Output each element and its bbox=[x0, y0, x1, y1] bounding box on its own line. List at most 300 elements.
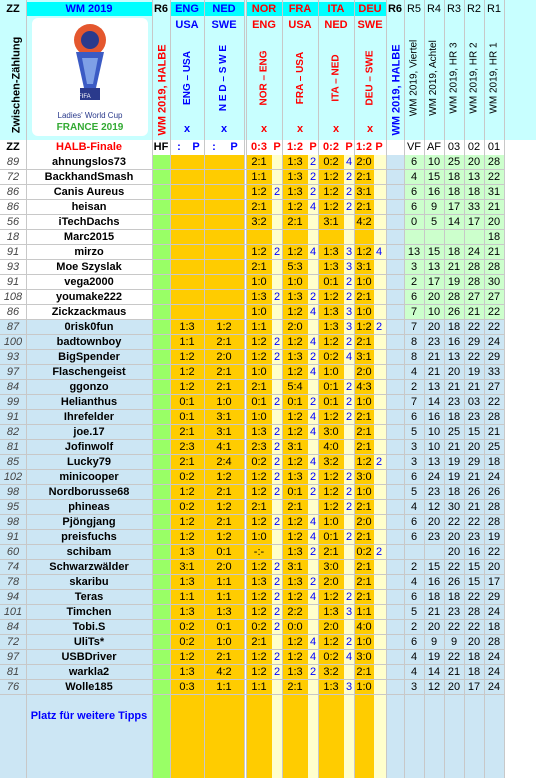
row-hf1 bbox=[170, 245, 204, 260]
row-name: 0risk0fun bbox=[64, 321, 114, 333]
row-tip-a: 2:1 bbox=[251, 201, 267, 213]
row-pts-a: 2 bbox=[273, 591, 281, 603]
match-mark: x bbox=[366, 123, 374, 135]
row-zz: 94 bbox=[6, 591, 20, 603]
row-h3: 20 bbox=[447, 531, 461, 543]
row-h1: 28 bbox=[487, 261, 501, 273]
row-h3: 20 bbox=[447, 681, 461, 693]
row-vf: 4 bbox=[410, 651, 418, 663]
row-pts-d bbox=[374, 185, 384, 200]
column-divider bbox=[244, 0, 245, 778]
row-tip-b: 0:0 bbox=[287, 621, 303, 633]
row-tip-b: 1:3 bbox=[287, 576, 303, 588]
row-h3: 21 bbox=[447, 666, 461, 678]
row-pts-c bbox=[344, 455, 354, 470]
round-vertical-label: WM 2019, HR 3 bbox=[448, 42, 460, 114]
row-h2: 20 bbox=[467, 156, 481, 168]
row-tip-d: 2:0 bbox=[356, 366, 372, 378]
row-hf1: 1:3 bbox=[179, 546, 195, 558]
row-pts-c bbox=[344, 620, 354, 635]
match-top-label: DEU bbox=[354, 2, 386, 16]
row-h1: 24 bbox=[487, 336, 501, 348]
row-af: 19 bbox=[427, 651, 441, 663]
row-hf1: 1:2 bbox=[179, 381, 195, 393]
row-tip-d: 1:0 bbox=[356, 636, 372, 648]
row-hf1 bbox=[170, 290, 204, 305]
row-pts-a: 2 bbox=[273, 666, 281, 678]
row-hf1: 2:1 bbox=[179, 456, 195, 468]
row-name: warkla2 bbox=[68, 666, 110, 678]
row-pts-b bbox=[308, 215, 318, 230]
row-pts-b: 4 bbox=[309, 426, 317, 438]
row-pts-d bbox=[374, 680, 384, 695]
subhead-c1: : bbox=[177, 141, 181, 153]
row-h1: 21 bbox=[487, 426, 501, 438]
row-pts-b bbox=[308, 500, 318, 515]
row-af: 10 bbox=[427, 306, 441, 318]
row-zz: 91 bbox=[6, 411, 20, 423]
row-h3: 18 bbox=[447, 411, 461, 423]
row-h1: 25 bbox=[487, 441, 501, 453]
row-vf: 4 bbox=[410, 576, 418, 588]
row-pts-a bbox=[272, 170, 282, 185]
row-tip-d: 2:1 bbox=[356, 201, 372, 213]
row-h3: 23 bbox=[447, 606, 461, 618]
row-tip-a: 1:2 bbox=[251, 471, 267, 483]
row-tip-c: 0:2 bbox=[323, 651, 339, 663]
row-tip-c: 1:2 bbox=[323, 336, 339, 348]
row-pts-a: 2 bbox=[273, 651, 281, 663]
row-tip-c: 4:0 bbox=[323, 441, 339, 453]
row-h1: 22 bbox=[487, 546, 501, 558]
row-tip-d: 3:1 bbox=[356, 186, 372, 198]
row-tip-d: 1:0 bbox=[356, 276, 372, 288]
match-mid-label: SWE bbox=[357, 19, 383, 31]
row-zz: 91 bbox=[6, 276, 20, 288]
row-h3: 18 bbox=[447, 486, 461, 498]
row-pts-d bbox=[374, 380, 384, 395]
row-tip-d: 1:2 bbox=[356, 321, 372, 333]
round-label: R2 bbox=[466, 3, 482, 15]
row-tip-a: 1:0 bbox=[251, 366, 267, 378]
row-pts-d bbox=[374, 290, 384, 305]
row-pts-b: 2 bbox=[309, 471, 317, 483]
row-hf2 bbox=[204, 170, 244, 185]
row-name: Zickzackmaus bbox=[51, 306, 127, 318]
row-pts-c bbox=[344, 425, 354, 440]
row-pts-c bbox=[344, 440, 354, 455]
row-tip-c: 1:2 bbox=[323, 186, 339, 198]
row-af: 5 bbox=[430, 216, 438, 228]
row-name: Timchen bbox=[66, 606, 112, 618]
row-h2: 23 bbox=[467, 531, 481, 543]
row-pts-a bbox=[272, 200, 282, 215]
row-name: youmake222 bbox=[55, 291, 123, 303]
row-tip-a: 1:2 bbox=[251, 561, 267, 573]
row-pts-b bbox=[308, 230, 318, 245]
row-pts-a bbox=[272, 260, 282, 275]
row-h2: 28 bbox=[467, 276, 481, 288]
row-h1: 18 bbox=[487, 621, 501, 633]
row-tip-a: 0:1 bbox=[251, 396, 267, 408]
row-af bbox=[424, 230, 444, 245]
row-af: 13 bbox=[427, 456, 441, 468]
row-pts-a bbox=[272, 500, 282, 515]
row-tip-b: 1:2 bbox=[287, 651, 303, 663]
row-af: 18 bbox=[427, 591, 441, 603]
row-hf2: 1:0 bbox=[216, 396, 232, 408]
row-name: preisfuchs bbox=[61, 531, 117, 543]
row-name: joe.17 bbox=[73, 426, 105, 438]
row-name: BackhandSmash bbox=[44, 171, 134, 183]
row-pts-a: 2 bbox=[273, 441, 281, 453]
row-tip-a: 1:3 bbox=[251, 576, 267, 588]
row-h2: 21 bbox=[467, 381, 481, 393]
row-hf1: 1:3 bbox=[179, 666, 195, 678]
row-h3: 19 bbox=[447, 471, 461, 483]
row-h1: 28 bbox=[487, 156, 501, 168]
row-af: 20 bbox=[427, 321, 441, 333]
round-label: R5 bbox=[406, 3, 422, 15]
row-hf1: 1:3 bbox=[179, 321, 195, 333]
row-tip-d: 2:1 bbox=[356, 561, 372, 573]
row-pts-b: 2 bbox=[309, 666, 317, 678]
row-pts-d bbox=[374, 170, 384, 185]
row-af: 9 bbox=[430, 201, 438, 213]
row-tip-a: 1:2 bbox=[251, 516, 267, 528]
row-tip-a: 1:2 bbox=[251, 606, 267, 618]
row-tip-b: 1:2 bbox=[287, 531, 303, 543]
row-tip-c: 0:1 bbox=[323, 531, 339, 543]
subhead-h3: 03 bbox=[447, 141, 461, 153]
row-zz: 91 bbox=[6, 531, 20, 543]
row-h1: 22 bbox=[487, 171, 501, 183]
row-h2: 20 bbox=[467, 636, 481, 648]
round-label: R3 bbox=[446, 3, 462, 15]
row-pts-d bbox=[374, 230, 384, 245]
row-h3: 22 bbox=[447, 621, 461, 633]
row-pts-c: 2 bbox=[345, 336, 353, 348]
row-hf2 bbox=[204, 155, 244, 170]
row-pts-d bbox=[374, 500, 384, 515]
column-divider bbox=[404, 0, 405, 778]
row-pts-d bbox=[374, 410, 384, 425]
row-hf2: 4:2 bbox=[216, 666, 232, 678]
row-hf1: 1:2 bbox=[179, 366, 195, 378]
row-h3: 25 bbox=[447, 426, 461, 438]
row-tip-d: 1:1 bbox=[356, 606, 372, 618]
row-pts-b bbox=[308, 275, 318, 290]
row-hf2: 2:1 bbox=[216, 381, 232, 393]
row-h1: 22 bbox=[487, 306, 501, 318]
row-zz: 93 bbox=[6, 261, 20, 273]
row-pts-d bbox=[374, 665, 384, 680]
row-tip-c: 1:2 bbox=[323, 636, 339, 648]
column-divider bbox=[464, 0, 465, 778]
row-name: Teras bbox=[74, 591, 104, 603]
row-pts-a: 2 bbox=[273, 456, 281, 468]
row-tip-d: 2:1 bbox=[356, 426, 372, 438]
row-pts-c: 3 bbox=[345, 246, 353, 258]
row-tip-a: 2:1 bbox=[251, 156, 267, 168]
row-tip-c: 0:2 bbox=[323, 156, 339, 168]
subhead-h1: 01 bbox=[487, 141, 501, 153]
row-af: 12 bbox=[427, 681, 441, 693]
row-pts-d bbox=[374, 530, 384, 545]
row-tip-c: 1:3 bbox=[323, 321, 339, 333]
row-zz: 102 bbox=[3, 471, 23, 483]
row-h2: 29 bbox=[467, 456, 481, 468]
row-pts-b bbox=[308, 260, 318, 275]
row-af: 21 bbox=[427, 366, 441, 378]
row-hf1: 0:2 bbox=[179, 501, 195, 513]
row-hf2 bbox=[204, 185, 244, 200]
row-hf2 bbox=[204, 245, 244, 260]
row-h1: 28 bbox=[487, 501, 501, 513]
row-h3: 16 bbox=[447, 336, 461, 348]
logo-caption: Ladies' World Cup bbox=[57, 111, 123, 120]
row-zz: 97 bbox=[6, 366, 20, 378]
row-zz: 97 bbox=[6, 651, 20, 663]
row-h2: 15 bbox=[467, 576, 481, 588]
row-h2 bbox=[464, 230, 484, 245]
row-h1: 31 bbox=[487, 186, 501, 198]
row-pts-a: 2 bbox=[273, 561, 281, 573]
row-tip-c: 1:3 bbox=[323, 261, 339, 273]
row-pts-b: 2 bbox=[309, 171, 317, 183]
row-tip-b: 2:1 bbox=[287, 216, 303, 228]
row-zz: 84 bbox=[6, 381, 20, 393]
row-tip-c: 1:2 bbox=[323, 501, 339, 513]
row-h2: 22 bbox=[467, 351, 481, 363]
row-pts-d bbox=[374, 260, 384, 275]
row-hf2: 3:1 bbox=[216, 411, 232, 423]
row-tip-d: 2:1 bbox=[356, 666, 372, 678]
row-h1: 33 bbox=[487, 366, 501, 378]
row-pts-a bbox=[272, 320, 282, 335]
footer-note: Platz für weitere Tipps bbox=[30, 710, 148, 722]
row-pts-d bbox=[374, 470, 384, 485]
row-hf1: 3:1 bbox=[179, 561, 195, 573]
row-pts-a: 2 bbox=[273, 471, 281, 483]
row-vf: 5 bbox=[410, 486, 418, 498]
row-hf1: 2:1 bbox=[179, 426, 195, 438]
row-tip-c: 1:3 bbox=[323, 246, 339, 258]
column-divider bbox=[26, 0, 27, 778]
row-hf2 bbox=[204, 200, 244, 215]
row-name: Pjöngjang bbox=[62, 516, 116, 528]
row-pts-b: 4 bbox=[309, 651, 317, 663]
row-zz: 81 bbox=[6, 441, 20, 453]
row-tip-b: 1:3 bbox=[287, 351, 303, 363]
row-tip-c: 1:2 bbox=[323, 591, 339, 603]
row-hf1 bbox=[170, 275, 204, 290]
column-divider bbox=[444, 0, 445, 778]
row-hf2: 0:1 bbox=[216, 546, 232, 558]
row-tip-d: 0:2 bbox=[356, 546, 372, 558]
row-tip-b: 2:0 bbox=[287, 321, 303, 333]
row-pts-c: 2 bbox=[345, 381, 353, 393]
match-mid-label: USA bbox=[288, 19, 312, 31]
row-tip-b: 1:2 bbox=[287, 366, 303, 378]
row-pts-a: 2 bbox=[273, 336, 281, 348]
row-hf2 bbox=[204, 215, 244, 230]
row-pts-c: 3 bbox=[345, 306, 353, 318]
row-h3: 9 bbox=[450, 636, 458, 648]
row-name: skaribu bbox=[69, 576, 109, 588]
row-hf1: 0:3 bbox=[179, 681, 195, 693]
column-divider bbox=[504, 0, 505, 778]
row-vf: 2 bbox=[410, 621, 418, 633]
row-pts-d bbox=[374, 485, 384, 500]
zwischenzaehlung-label: Zwischen-Zählung bbox=[10, 36, 23, 134]
row-af: 14 bbox=[427, 666, 441, 678]
row-tip-d: 1:0 bbox=[356, 306, 372, 318]
row-h3: 25 bbox=[447, 156, 461, 168]
row-pts-b: 2 bbox=[309, 291, 317, 303]
row-tip-d: 4:3 bbox=[356, 381, 372, 393]
row-pts-c: 3 bbox=[345, 321, 353, 333]
row-tip-d: 2:1 bbox=[356, 501, 372, 513]
row-pts-d bbox=[374, 605, 384, 620]
row-pts-c: 2 bbox=[345, 171, 353, 183]
row-zz: 100 bbox=[3, 336, 23, 348]
column-divider bbox=[282, 0, 283, 778]
row-pts-b bbox=[308, 620, 318, 635]
row-tip-c: 1:2 bbox=[323, 411, 339, 423]
row-h3: 30 bbox=[447, 501, 461, 513]
subhead-r4p: P bbox=[375, 141, 383, 153]
row-pts-d bbox=[374, 515, 384, 530]
row-tip-a: 1:2 bbox=[251, 186, 267, 198]
row-af: 23 bbox=[427, 531, 441, 543]
row-tip-b: 1:2 bbox=[287, 306, 303, 318]
row-name: minicooper bbox=[59, 471, 119, 483]
row-h3: 19 bbox=[447, 456, 461, 468]
row-name: Nordborusse68 bbox=[48, 486, 130, 498]
row-h2: 19 bbox=[467, 366, 481, 378]
row-h2: 23 bbox=[467, 411, 481, 423]
row-h3: 13 bbox=[447, 351, 461, 363]
row-pts-a bbox=[272, 545, 282, 560]
row-pts-b: 4 bbox=[309, 516, 317, 528]
row-h3: 28 bbox=[447, 291, 461, 303]
row-tip-b: 2:1 bbox=[287, 681, 303, 693]
row-vf: 8 bbox=[410, 351, 418, 363]
row-h2: 22 bbox=[467, 321, 481, 333]
row-pts-c: 2 bbox=[345, 276, 353, 288]
row-tip-d: 2:1 bbox=[356, 531, 372, 543]
row-pts-d bbox=[374, 560, 384, 575]
match-mark: x bbox=[296, 123, 304, 135]
row-zz: 74 bbox=[6, 561, 20, 573]
row-h1: 28 bbox=[487, 636, 501, 648]
row-pts-b: 4 bbox=[309, 366, 317, 378]
row-tip-c: 0:1 bbox=[323, 381, 339, 393]
row-zz: 93 bbox=[6, 351, 20, 363]
row-h2: 33 bbox=[467, 201, 481, 213]
row-zz: 82 bbox=[6, 426, 20, 438]
subhead-r2p: P bbox=[309, 141, 317, 153]
row-h1: 20 bbox=[487, 561, 501, 573]
row-tip-a: 1:0 bbox=[251, 276, 267, 288]
row-hf2: 2:1 bbox=[216, 516, 232, 528]
row-tip-a: 3:2 bbox=[251, 216, 267, 228]
row-tip-b: 1:2 bbox=[287, 336, 303, 348]
row-h2: 22 bbox=[467, 516, 481, 528]
row-tip-b: 5:3 bbox=[287, 261, 303, 273]
row-pts-b: 4 bbox=[309, 591, 317, 603]
row-hf1: 1:2 bbox=[179, 531, 195, 543]
row-pts-b bbox=[308, 440, 318, 455]
row-h3: 21 bbox=[447, 261, 461, 273]
row-hf2 bbox=[204, 260, 244, 275]
row-h1: 21 bbox=[487, 246, 501, 258]
row-tip-d: 3:1 bbox=[356, 261, 372, 273]
row-pts-c: 2 bbox=[345, 396, 353, 408]
row-af: 16 bbox=[427, 186, 441, 198]
row-h1: 18 bbox=[487, 456, 501, 468]
row-h3: 26 bbox=[447, 306, 461, 318]
row-tip-b: 0:1 bbox=[287, 486, 303, 498]
match-vertical-label: DEU – SWE bbox=[364, 50, 376, 106]
trophy-icon bbox=[32, 18, 148, 110]
row-h1: 18 bbox=[487, 231, 501, 243]
row-pts-d bbox=[374, 365, 384, 380]
row-vf: 3 bbox=[410, 456, 418, 468]
subhead-h2: 02 bbox=[467, 141, 481, 153]
row-tip-b: 3:1 bbox=[287, 441, 303, 453]
row-tip-d: 2:1 bbox=[356, 171, 372, 183]
row-hf2: 1:2 bbox=[216, 321, 232, 333]
row-h1: 21 bbox=[487, 201, 501, 213]
subhead-name: HALB-Finale bbox=[56, 141, 122, 153]
row-pts-b: 4 bbox=[309, 246, 317, 258]
row-name: heisan bbox=[71, 201, 107, 213]
row-pts-c: 2 bbox=[345, 486, 353, 498]
row-hf1 bbox=[170, 260, 204, 275]
row-h3: 18 bbox=[447, 186, 461, 198]
row-h2: 17 bbox=[467, 681, 481, 693]
row-vf: 0 bbox=[410, 216, 418, 228]
row-zz: 81 bbox=[6, 666, 20, 678]
row-hf2: 2:0 bbox=[216, 351, 232, 363]
match-top-label: NED bbox=[204, 2, 244, 16]
row-hf2: 1:2 bbox=[216, 501, 232, 513]
row-h1: 24 bbox=[487, 666, 501, 678]
row-h3: 20 bbox=[447, 546, 461, 558]
row-tip-a: 1:2 bbox=[251, 591, 267, 603]
row-name: Tobi.S bbox=[72, 621, 106, 633]
row-tip-c: 0:1 bbox=[323, 276, 339, 288]
row-hf2: 2:1 bbox=[216, 366, 232, 378]
row-af: 23 bbox=[427, 486, 441, 498]
row-tip-d: 1:0 bbox=[356, 486, 372, 498]
row-pts-a bbox=[272, 365, 282, 380]
row-name: mirzo bbox=[74, 246, 104, 258]
row-af: 20 bbox=[427, 291, 441, 303]
row-vf: 6 bbox=[410, 156, 418, 168]
row-h1: 24 bbox=[487, 606, 501, 618]
row-h1: 28 bbox=[487, 516, 501, 528]
row-pts-c bbox=[344, 215, 354, 230]
row-pts-b: 4 bbox=[309, 411, 317, 423]
row-pts-b: 4 bbox=[309, 636, 317, 648]
row-zz: 86 bbox=[6, 186, 20, 198]
row-pts-a bbox=[272, 230, 282, 245]
row-tip-b: 1:2 bbox=[287, 246, 303, 258]
row-af: 10 bbox=[427, 426, 441, 438]
